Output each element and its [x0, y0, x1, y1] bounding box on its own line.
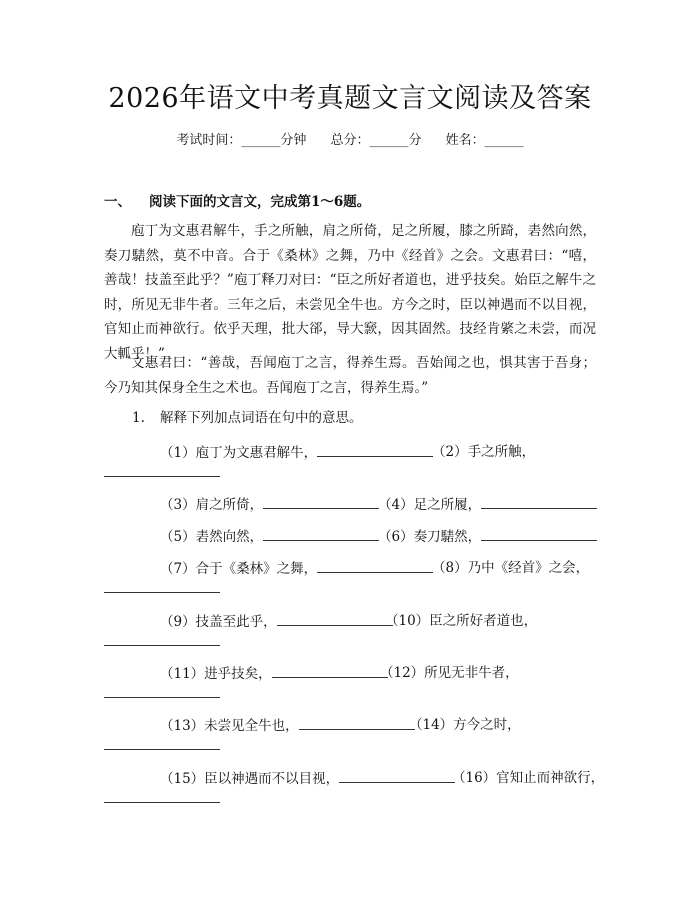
answer-item-4: （4）足之所履，	[378, 494, 597, 515]
answer-row-6	[0, 663, 700, 683]
answer-row-2	[0, 494, 700, 514]
answer-item-8: （8）乃中《经首》之会，	[432, 560, 590, 576]
answer-item-13: （13）未尝见全牛也，	[160, 715, 415, 736]
question-1	[132, 408, 363, 428]
passage-paragraph-2: 文惠君曰：“善哉，吾闻庖丁之言，得养生焉。吾始闻之也，惧其害于吾身；今乃知其保身全生之术也。吾闻庖丁之言，得养生焉。”	[104, 355, 596, 396]
answer-item-12: （12）所见无非牛者，	[380, 665, 519, 681]
answer-blank[interactable]	[104, 749, 220, 750]
answer-blank[interactable]	[263, 494, 379, 509]
answer-blank[interactable]	[481, 494, 597, 509]
answer-row-5	[0, 611, 700, 631]
answer-blank[interactable]	[104, 592, 220, 593]
answer-row-8	[0, 768, 700, 788]
answer-blank[interactable]	[317, 558, 433, 573]
answer-blank[interactable]	[263, 526, 379, 541]
answer-blank[interactable]	[104, 697, 220, 698]
answer-item-11: （11）进乎技矣，	[160, 663, 388, 684]
answer-blank[interactable]	[339, 768, 455, 783]
section-heading	[104, 192, 370, 212]
exam-info-line	[0, 131, 700, 151]
answer-blank[interactable]	[104, 802, 220, 803]
answer-blank[interactable]	[481, 526, 597, 541]
question-prompt: 解释下列加点词语在句中的意思。	[160, 410, 363, 426]
page-title: 2026年语文中考真题文言文阅读及答案	[108, 83, 592, 114]
answer-item-9: （9）技盖至此乎，	[160, 611, 393, 632]
answer-blank[interactable]	[317, 442, 433, 457]
student-name-field: 姓名：______	[445, 133, 524, 148]
total-score-field: 总分：______分	[330, 133, 422, 148]
answer-item-14: （14）方今之时，	[409, 717, 521, 733]
answer-item-1: （1）庖丁为文惠君解牛，	[160, 442, 433, 463]
answer-row-3	[0, 526, 700, 546]
answer-item-5: （5）砉然向然，	[160, 526, 379, 547]
answer-row-4	[0, 558, 700, 578]
answer-item-10: （10）臣之所好者道也，	[385, 613, 538, 629]
answer-blank[interactable]	[272, 663, 388, 678]
section-number: 一、	[104, 194, 131, 210]
answer-row-1	[0, 442, 700, 462]
answer-item-6: （6）奏刀騞然，	[378, 526, 597, 547]
answer-blank[interactable]	[299, 715, 415, 730]
answer-item-7: （7）合于《桑林》之舞，	[160, 558, 433, 579]
answer-item-16: （16）官知止而神欲行，	[452, 770, 605, 786]
answer-blank[interactable]	[104, 476, 220, 477]
answer-item-3: （3）肩之所倚，	[160, 494, 379, 515]
section-instruction: 阅读下面的文言文，完成第1～6题。	[149, 194, 371, 210]
passage-paragraph-1: 庖丁为文惠君解牛，手之所触，肩之所倚，足之所履，膝之所踦，砉然向然，奏刀騞然，莫不中音。合于《桑林》之舞，乃中《经首》之会。文惠君曰：“嘻，善哉！技盖至此乎？”庖丁释刀对曰：“臣之所好者道也，进乎技矣。始臣之解牛之时，所见无非牛者。三年之后，未尝见全牛也。方今之时，臣以神遇而不以目视，官知止而神欲行。依乎天理，批大郤，导大窾，因其固然。技经肯綮之未尝，而况大軱乎！”	[104, 223, 596, 362]
answer-item-2: （2）手之所触，	[432, 444, 536, 460]
answer-blank[interactable]	[104, 645, 220, 646]
exam-time-field: 考试时间：______分钟	[176, 133, 307, 148]
answer-blank[interactable]	[277, 611, 393, 626]
answer-item-15: （15）臣以神遇而不以目视，	[160, 768, 455, 789]
question-number: 1.	[132, 410, 145, 426]
answer-row-7	[0, 715, 700, 735]
